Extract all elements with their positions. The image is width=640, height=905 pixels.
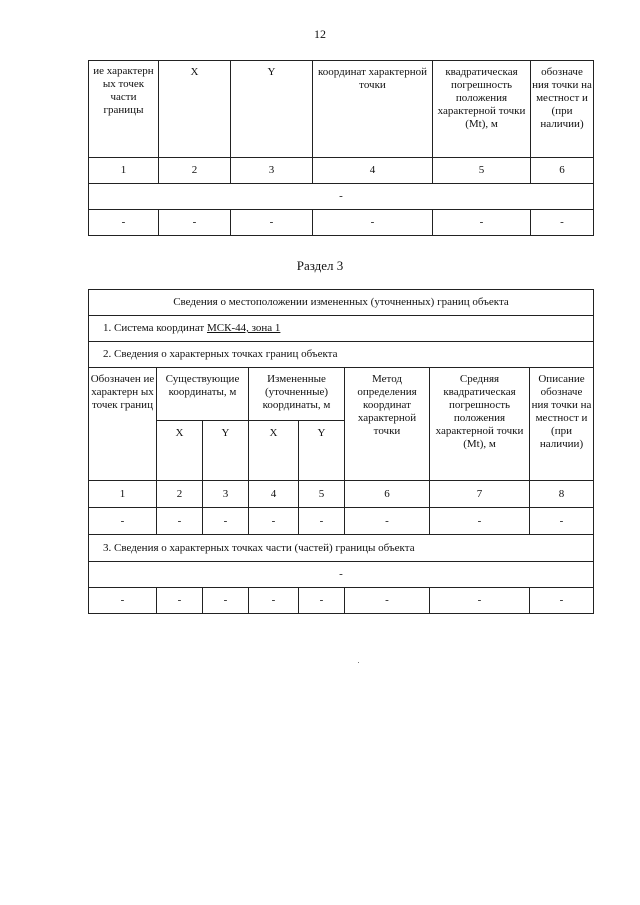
t2-header-y-existing: Y (203, 421, 249, 481)
t1-header-y: Y (231, 61, 313, 158)
t1-header-description: обозначе ния точки на местност и (при наличии) (531, 61, 594, 158)
t2-dash: - (430, 588, 530, 614)
t2-header-row1 (89, 368, 594, 421)
t2-dash: - (299, 588, 345, 614)
t1-header-x: X (159, 61, 231, 158)
t1-header-error: квадратическая погрешность положения характерной точки (Mt), м (433, 61, 531, 158)
t1-header-coords: координат характерной точки (313, 61, 433, 158)
t2-num: 3 (203, 481, 249, 508)
t2-dash: - (157, 588, 203, 614)
t2-dash-row-2 (89, 588, 594, 614)
table1-merged-row (89, 184, 594, 210)
t2-num: 2 (157, 481, 203, 508)
t2-dash: - (345, 588, 430, 614)
boundary-part-points-table (88, 60, 594, 236)
t2-dash: - (203, 508, 249, 535)
coord-system-value: МСК-44, зона 1 (206, 322, 281, 334)
t1-dash: - (89, 210, 159, 236)
t2-header-description: Описание обозначе ния точки на местност и (при наличии) (530, 368, 594, 481)
t1-dash: - (433, 210, 531, 236)
t2-dash-row-1 (89, 508, 594, 535)
t2-header-x-changed: X (249, 421, 299, 481)
section-title: Раздел 3 (296, 258, 344, 273)
t2-num: 7 (430, 481, 530, 508)
changed-boundaries-table (88, 289, 594, 614)
subsection-2-heading: 2. Сведения о характерных точках границ объекта (89, 342, 594, 368)
t1-header-designation: ие характерн ых точек части границы (89, 61, 159, 158)
t2-num: 6 (345, 481, 430, 508)
t1-dash: - (531, 210, 594, 236)
t2-dash: - (89, 588, 157, 614)
t2-dash: - (249, 588, 299, 614)
t1-dash: - (313, 210, 433, 236)
table1-number-row (89, 158, 594, 184)
table1-header-row (89, 61, 594, 158)
t2-num: 8 (530, 481, 594, 508)
t2-subsection3-row (89, 535, 594, 562)
t2-num: 1 (89, 481, 157, 508)
t1-num: 6 (531, 158, 594, 184)
t1-num: 4 (313, 158, 433, 184)
t2-header-changed: Измененные (уточненные) координаты, м (249, 368, 345, 421)
coord-system (89, 316, 594, 342)
t2-dash: - (345, 508, 430, 535)
t2-dash: - (249, 508, 299, 535)
t2-num: 5 (299, 481, 345, 508)
t2-dash: - (430, 508, 530, 535)
t2-merged-row (89, 562, 594, 588)
t2-dash: - (157, 508, 203, 535)
t2-merged-dash: - (89, 562, 594, 588)
table1-dash-row (89, 210, 594, 236)
t1-merged-dash: - (89, 184, 594, 210)
t1-dash: - (159, 210, 231, 236)
t2-dash: - (530, 508, 594, 535)
t1-num: 2 (159, 158, 231, 184)
t2-header-x-existing: X (157, 421, 203, 481)
t1-num: 3 (231, 158, 313, 184)
scan-speck (358, 662, 359, 663)
t1-dash: - (231, 210, 313, 236)
t2-title-row (89, 290, 594, 316)
t2-num: 4 (249, 481, 299, 508)
page-number: 12 (314, 27, 326, 41)
t2-header-error: Средняя квадратическая погрешность положения характерной точки (Mt), м (430, 368, 530, 481)
t2-dash: - (203, 588, 249, 614)
t1-num: 5 (433, 158, 531, 184)
t1-num: 1 (89, 158, 159, 184)
t2-number-row (89, 481, 594, 508)
t2-header-existing: Существующие координаты, м (157, 368, 249, 421)
t2-subsection2-row (89, 342, 594, 368)
t2-dash: - (530, 588, 594, 614)
t2-title: Сведения о местоположении измененных (уточненных) границ объекта (89, 290, 594, 316)
t2-header-method: Метод определения координат характерной точки (345, 368, 430, 481)
t2-dash: - (299, 508, 345, 535)
t2-header-designation: Обозначен ие характерн ых точек границ (89, 368, 157, 481)
t2-dash: - (89, 508, 157, 535)
coord-system-prefix: 1. Система координат (103, 322, 207, 334)
subsection-3-heading: 3. Сведения о характерных точках части (частей) границы объекта (89, 535, 594, 562)
t2-header-y-changed: Y (299, 421, 345, 481)
t2-coord-system-row (89, 316, 594, 342)
